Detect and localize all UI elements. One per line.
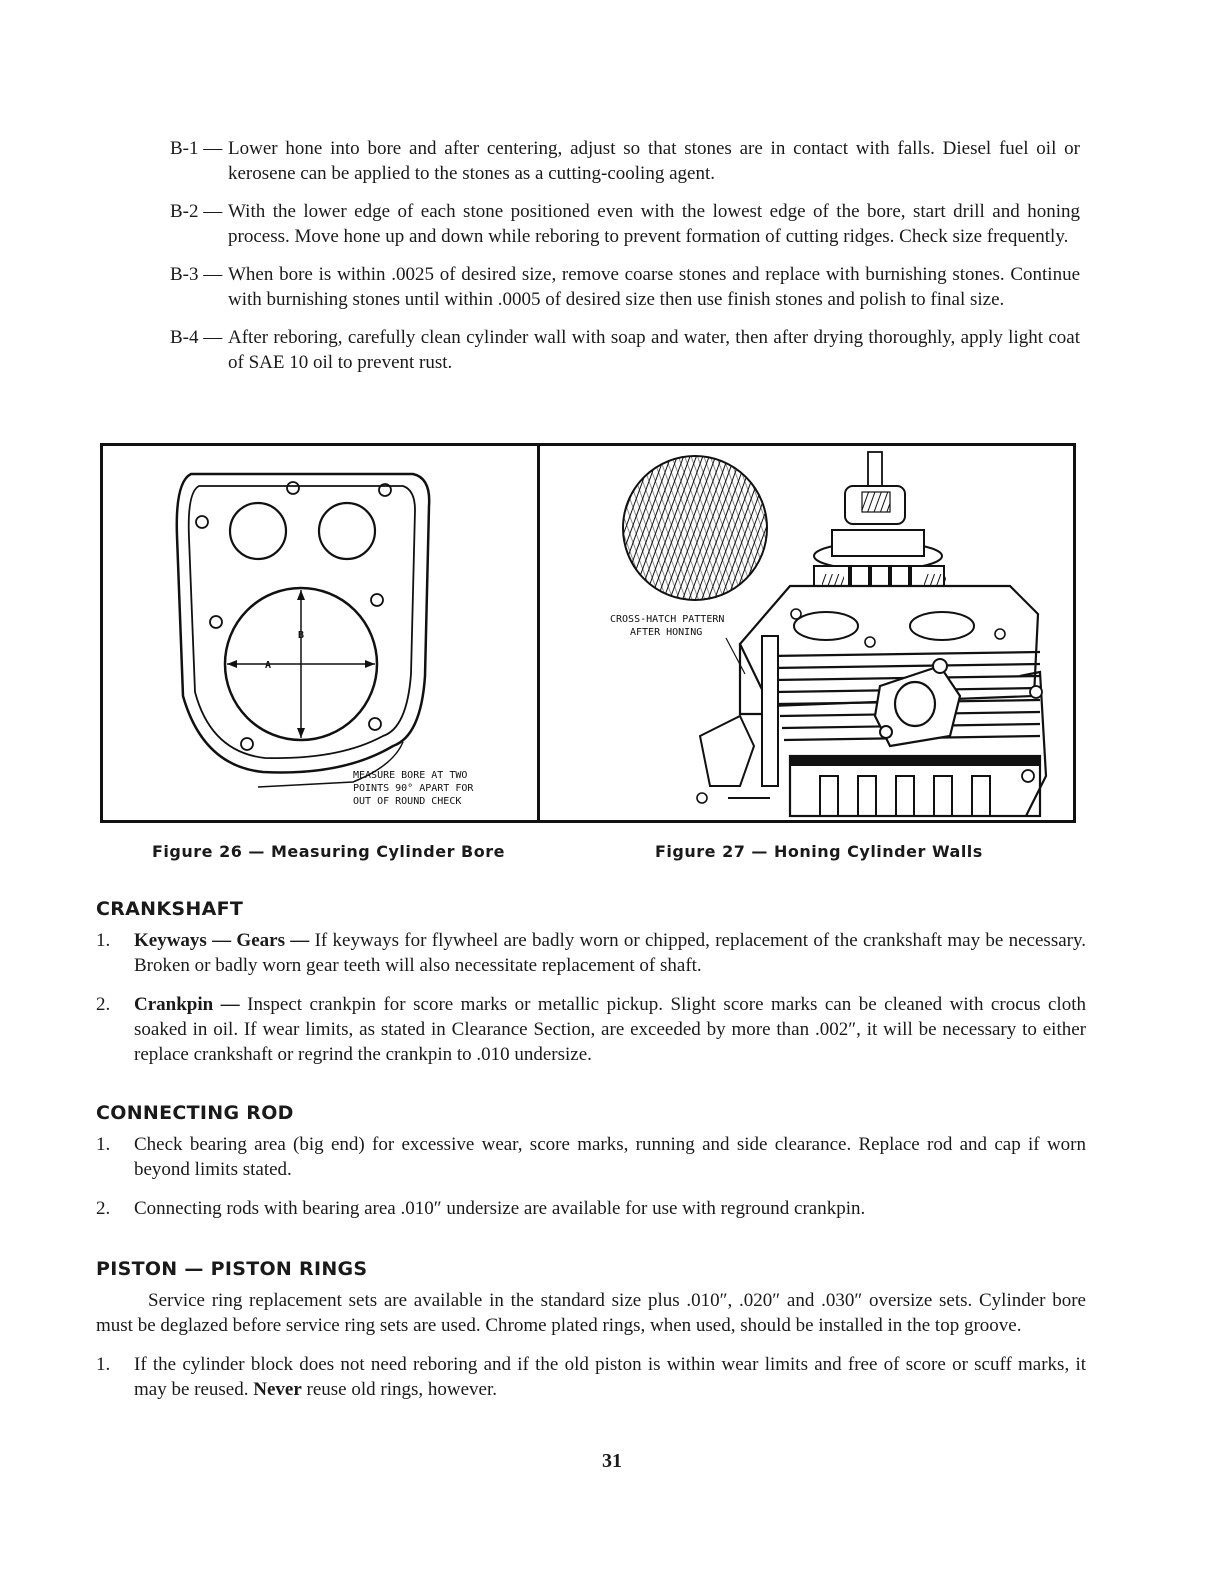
figure-26-caption: Figure 26 — Measuring Cylinder Bore xyxy=(152,842,505,861)
item-number: 1. xyxy=(96,1134,111,1155)
item-text: Connecting rods with bearing area .010″ undersize are available for use with reground crankpin. xyxy=(134,1198,866,1219)
step-text: With the lower edge of each stone positioned even with the lowest edge of the bore, start drill and honing process. Move hone up and down while reboring to prevent formation of cutting ridges. Check size frequently. xyxy=(228,201,1080,247)
item-text: If keyways for flywheel are badly worn or chipped, replacement of the crankshaft may be necessary. Broken or badly worn gear teeth will also necessitate replacement of shaft. xyxy=(134,930,1086,976)
item-number: 1. xyxy=(96,1354,111,1375)
item-number: 1. xyxy=(96,930,111,951)
hatch-note-line-1: CROSS-HATCH PATTERN xyxy=(610,614,725,625)
item-lead: Keyways — Gears — xyxy=(134,930,310,951)
list-item xyxy=(96,1132,1086,1182)
measure-note-line-1: MEASURE BORE AT TWO xyxy=(353,770,468,781)
measure-note-line-2: POINTS 90° APART FOR xyxy=(353,783,474,794)
reboring-steps xyxy=(170,136,1080,388)
step-code: B-3 — xyxy=(170,264,223,285)
piston-heading: PISTON — PISTON RINGS xyxy=(96,1258,368,1280)
piston-paragraph: Service ring replacement sets are available in the standard size plus .010″, .020″ and .030″ oversize sets. Cylinder bore must be deglazed before service ring sets are used. Chrome plated rings, when used, should be installed in the top groove. xyxy=(96,1290,1086,1336)
connecting-rod-section xyxy=(96,1102,1086,1235)
item-emphasis: Never xyxy=(253,1379,302,1400)
step-b1 xyxy=(170,136,1080,186)
step-text: Lower hone into bore and after centering, adjust so that stones are in contact with falls. Diesel fuel oil or kerosene can be applied to the stones as a cutting-cooling agent. xyxy=(228,138,1080,184)
item-tail: reuse old rings, however. xyxy=(301,1379,497,1400)
step-code: B-2 — xyxy=(170,201,223,222)
step-b4 xyxy=(170,325,1080,375)
item-number: 2. xyxy=(96,1198,111,1219)
cross-hatch-sample xyxy=(620,454,770,604)
step-code: B-4 — xyxy=(170,327,223,348)
step-text: When bore is within .0025 of desired size, remove coarse stones and replace with burnishing stones. Continue with burnishing stones until within .0005 of desired size then use finish stones and polish to final size. xyxy=(228,264,1080,310)
figure-27-illustration xyxy=(540,446,1076,820)
item-text: If the cylinder block does not need reboring and if the old piston is within wear limits and free of score or scuff marks, it may be reused. xyxy=(134,1354,1086,1400)
figure-frame xyxy=(100,443,1076,823)
measure-note-line-3: OUT OF ROUND CHECK xyxy=(353,796,462,807)
step-b3 xyxy=(170,262,1080,312)
item-number: 2. xyxy=(96,994,111,1015)
list-item xyxy=(96,992,1086,1067)
figure-26-illustration xyxy=(103,446,537,820)
item-lead: Crankpin — xyxy=(134,994,240,1015)
list-item xyxy=(96,1196,1086,1221)
list-item xyxy=(96,928,1086,978)
item-text: Inspect crankpin for score marks or metallic pickup. Slight score marks can be cleaned with crocus cloth soaked in oil. If wear limits, as stated in Clearance Section, are exceeded by more than .002″, it will be necessary to either replace crankshaft or regrind the crankpin to .010 undersize. xyxy=(134,994,1086,1065)
piston-section xyxy=(96,1258,1086,1416)
hatch-note-line-2: AFTER HONING xyxy=(630,627,703,638)
step-text: After reboring, carefully clean cylinder wall with soap and water, then after drying thoroughly, apply light coat of SAE 10 oil to prevent rust. xyxy=(228,327,1080,373)
connecting-rod-heading: CONNECTING ROD xyxy=(96,1102,294,1124)
crankshaft-heading: CRANKSHAFT xyxy=(96,898,244,920)
figure-27-caption: Figure 27 — Honing Cylinder Walls xyxy=(655,842,983,861)
crankshaft-section xyxy=(96,898,1086,1081)
step-b2 xyxy=(170,199,1080,249)
list-item xyxy=(96,1352,1086,1402)
page-number: 31 xyxy=(602,1450,622,1472)
item-text: Check bearing area (big end) for excessive wear, score marks, running and side clearance. Replace rod and cap if worn beyond limits stated. xyxy=(134,1134,1086,1180)
step-code: B-1 — xyxy=(170,138,223,159)
label-a: A xyxy=(265,660,272,671)
label-b: B xyxy=(298,630,305,641)
